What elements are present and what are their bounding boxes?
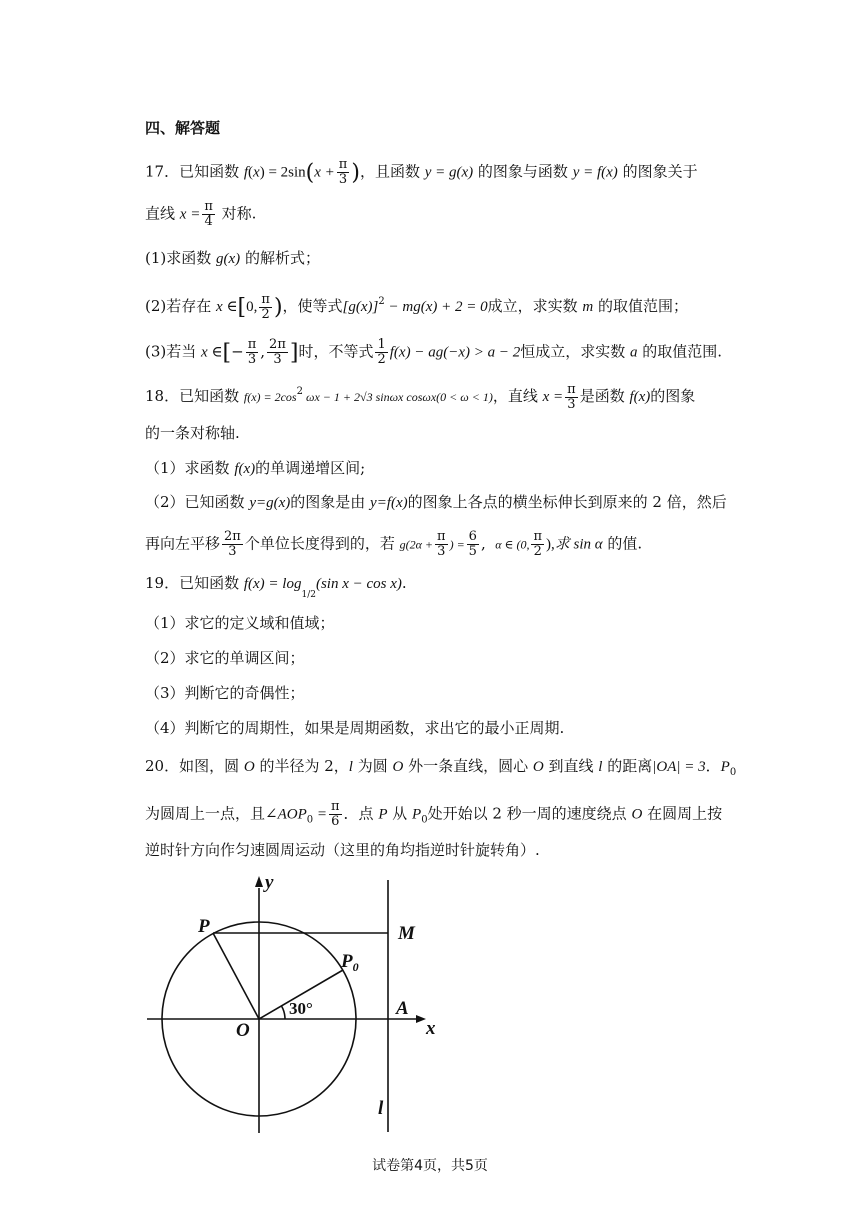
point-a-label: A	[396, 998, 409, 1019]
circle-o	[162, 922, 356, 1116]
point-p-label: P	[198, 916, 210, 937]
angle-label: 30°	[289, 999, 313, 1018]
question-17-part-3: (3)若当 x ∈[− $\frac{\pi}{3}$ , $\frac{2\pi}{3}$ ]时，不等式 $\frac{1}{2}$ f(x) − ag(−x) > a − 2恒成立，求实数 a 的取值范围.	[145, 337, 723, 367]
page-footer: 试卷第4页，共5页	[372, 1158, 488, 1174]
question-19-line-1: 19．已知函数 $f(x) = \log_{1/2}(\sin$ x − cos x).	[145, 574, 407, 600]
question-17-line-2: 直线 x = $\frac{\pi}{4}$ 对称.	[145, 199, 257, 229]
x-axis-label: x	[426, 1018, 436, 1039]
question-19-part-3: （3）判断它的奇偶性；	[145, 684, 305, 702]
question-19-part-4: （4）判断它的周期性，如果是周期函数，求出它的最小正周期.	[145, 719, 565, 737]
question-17-part-1: (1)求函数 g(x) 的解析式；	[145, 249, 320, 267]
section-title: 四、解答题	[145, 119, 221, 137]
question-17-line-1: 17．已知函数 f(x) = 2sin(x + $\frac{\pi}{3}$ )，且函数 y = g(x) 的图象与函数 y = f(x) 的图象关于	[145, 157, 698, 187]
segment-op	[213, 933, 259, 1019]
point-p0-label: $P_0$	[341, 951, 359, 974]
y-axis-arrow	[255, 876, 263, 887]
point-m-label: M	[398, 923, 415, 944]
question-18-part-2-line-2: 再向左平移 $\frac{2\pi}{3}$ 个单位长度得到的，若 g(2α + $\frac{\pi}{3}$ ) = $\frac{6}{5}$ , α ∈ (0, $\frac{\pi}{2}$ ),求 sin α 的值.	[145, 529, 643, 559]
question-17-part-2: (2)若存在 x ∈[0, $\frac{\pi}{2}$ )，使等式$[g(x)]^2 - mg(x) + 2 = 0$成立，求实数 m 的取值范围；	[145, 291, 689, 322]
question-18-line-2: 的一条对称轴.	[145, 424, 240, 442]
question-20-line-3: 逆时针方向作匀速圆周运动（这里的角均指逆时针旋转角）.	[145, 841, 540, 859]
question-18-part-1: （1）求函数 f(x)的单调递增区间;	[145, 459, 366, 477]
question-20-line-2: 为圆周上一点，且$\angle AOP_0$ = $\frac{\pi}{6}$ ．点 P 从 $P_0$处开始以 2 秒一周的速度绕点 O 在圆周上按	[145, 799, 723, 829]
question-18-part-2-line-1: （2）已知函数 y=g(x)的图象是由 y=f(x)的图象上各点的横坐标伸长到原来的 2 倍，然后	[145, 493, 727, 511]
y-axis-label: y	[265, 872, 274, 893]
origin-label: O	[236, 1020, 250, 1041]
question-19-part-2: （2）求它的单调区间；	[145, 649, 305, 667]
x-axis-arrow	[416, 1015, 426, 1023]
segment-op0	[259, 970, 343, 1019]
question-20-line-1: 20．如图，圆 O 的半径为 2，l 为圆 O 外一条直线，圆心 O 到直线 l 的距离|OA| = 3．$P_0$	[145, 757, 737, 778]
question-18-line-1: 18．已知函数 $f(x) = 2\cos^2$ ωx − 1 + 2√3 sinωx cosωx(0 < ω < 1)，直线 x = $\frac{\pi}{3}$ 是函数 f(x)的图象	[145, 381, 696, 412]
line-l-label: l	[378, 1098, 384, 1119]
question-19-part-1: （1）求它的定义域和值域；	[145, 614, 335, 632]
angle-arc	[282, 1006, 286, 1019]
